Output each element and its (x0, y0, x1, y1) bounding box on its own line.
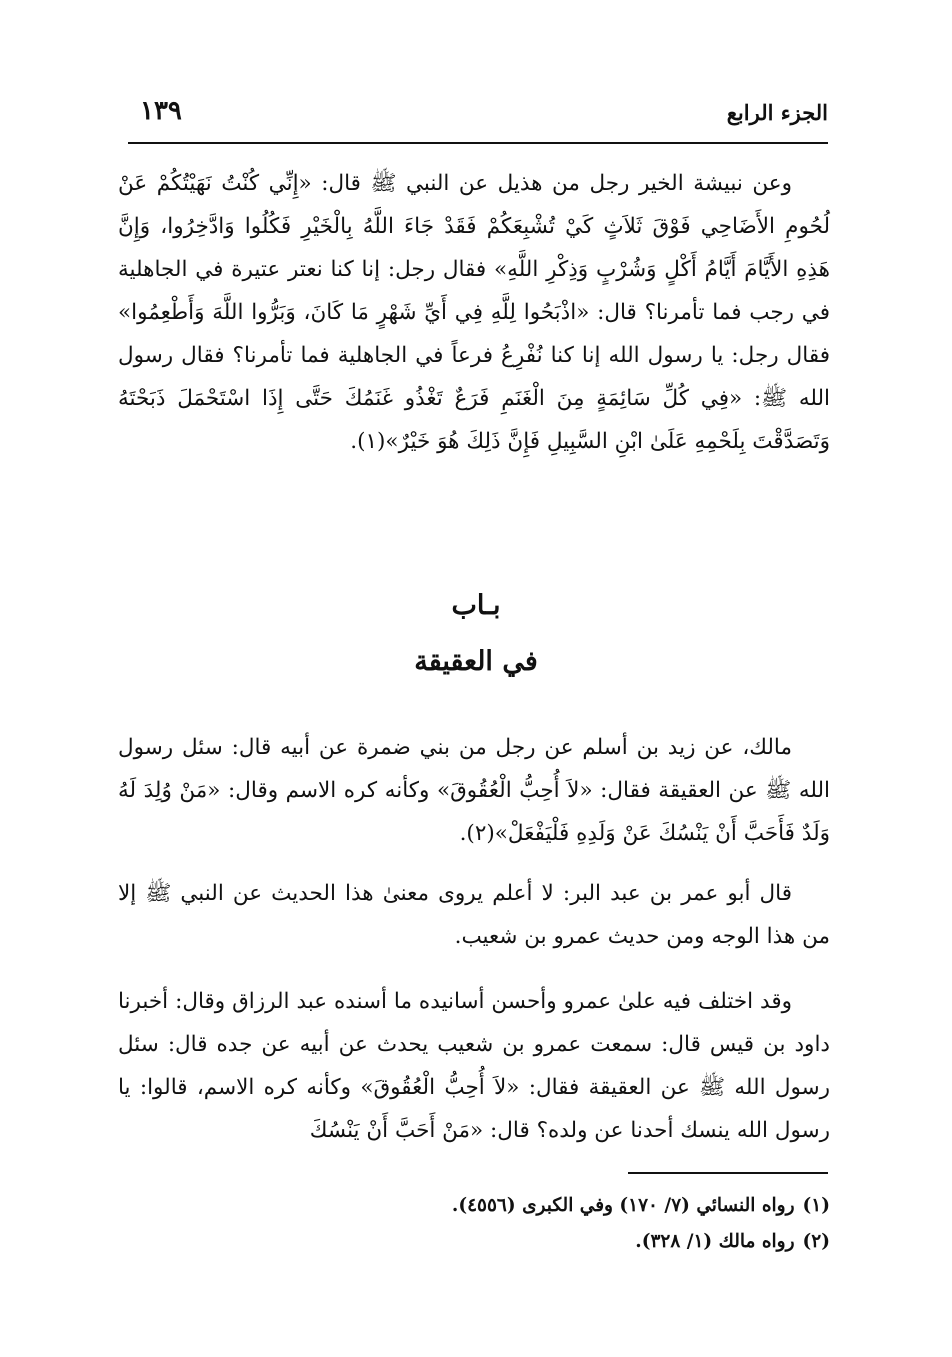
paragraph-abd-al-razzaq: وقد اختلف فيه علىٰ عمرو وأحسن أسانيده ما أسنده عبد الرزاق وقال: أخبرنا داود بن قيس قال: سمعت عمرو بن شعيب يحدث عن أبيه عن جده قال: سئل رسول الله ﷺ عن العقيقة فقال: «لاَ أُحِبُّ الْعُقُوقَ» وكأنه كره الاسم، قالوا: يا رسول الله ينسك أحدنا عن ولده؟ قال: «مَنْ أَحَبَّ أَنْ يَنْسُكَ (118, 989, 830, 1143)
footnote-item (118, 1188, 830, 1224)
paragraph-ibn-abd-al-barr: قال أبو عمر بن عبد البر: لا أعلم يروى معنىٰ هذا الحديث عن النبي ﷺ إلا من هذا الوجه ومن حديث عمرو بن شعيب. (118, 881, 830, 949)
footnote-item (118, 1224, 830, 1260)
footnote-number: (١) (802, 1195, 830, 1216)
footnote-rule (628, 1172, 828, 1174)
paragraph-nubaysha: وعن نبيشة الخير رجل من هذيل عن النبي ﷺ قال: «إِنِّي كُنْتُ نَهَيْتُكُمْ عَنْ لُحُومِ الأَضَاحِي فَوْقَ ثَلاَثٍ كَيْ تُشْبِعَكُمْ فَقَدْ جَاءَ اللَّهُ بِالْخَيْرِ فَكُلُوا وَادَّخِرُوا، وَإِنَّ هَذِهِ الأَيَّامَ أَيَّامُ أَكْلٍ وَشُرْبٍ وَذِكْرِ اللَّهِ» فقال رجل: إنا كنا نعتر عتيرة في الجاهلية في رجب فما تأمرنا؟ قال: «اذْبَحُوا لِلَّهِ فِي أَيِّ شَهْرٍ مَا كَانَ، وَبَرُّوا اللَّهَ وَأَطْعِمُوا» فقال رجل: يا رسول الله إنا كنا نُفْرِعُ فرعاً في الجاهلية فما تأمرنا؟ فقال رسول الله ﷺ: «فِي كُلِّ سَائِمَةٍ مِنَ الْغَنَمِ فَرَعٌ تَغْذُو غَنَمُكَ حَتَّى إِذَا اسْتَحْمَلَ ذَبَحْتَهُ وَتَصَدَّقْتَ بِلَحْمِهِ عَلَىٰ ابْنِ السَّبِيلِ فَإِنَّ ذَلِكَ هُوَ خَيْرٌ»(١). (118, 171, 830, 454)
header-rule (128, 142, 828, 144)
footnote-number: (٢) (802, 1231, 830, 1252)
footnotes (118, 1188, 830, 1260)
chapter-heading: بـاب (451, 590, 501, 621)
paragraph-malik: مالك، عن زيد بن أسلم عن رجل من بني ضمرة عن أبيه قال: سئل رسول الله ﷺ عن العقيقة فقال: «لاَ أُحِبُّ الْعُقُوقَ» وكأنه كره الاسم وقال: «مَنْ وُلِدَ لَهُ وَلَدٌ فَأَحَبَّ أَنْ يَنْسُكَ عَنْ وَلَدِهِ فَلْيَفْعَلْ»(٢). (118, 735, 830, 846)
chapter-title: في العقيقة (414, 646, 538, 677)
footnote-text: رواه النسائي (٧/ ١٧٠) وفي الكبرى (٤٥٥٦). (451, 1195, 795, 1216)
running-head: الجزء الرابع (726, 100, 828, 125)
page-header (128, 96, 828, 136)
footnote-text: رواه مالك (١/ ٣٢٨). (635, 1231, 795, 1252)
page-number: ١٣٩ (140, 96, 182, 126)
